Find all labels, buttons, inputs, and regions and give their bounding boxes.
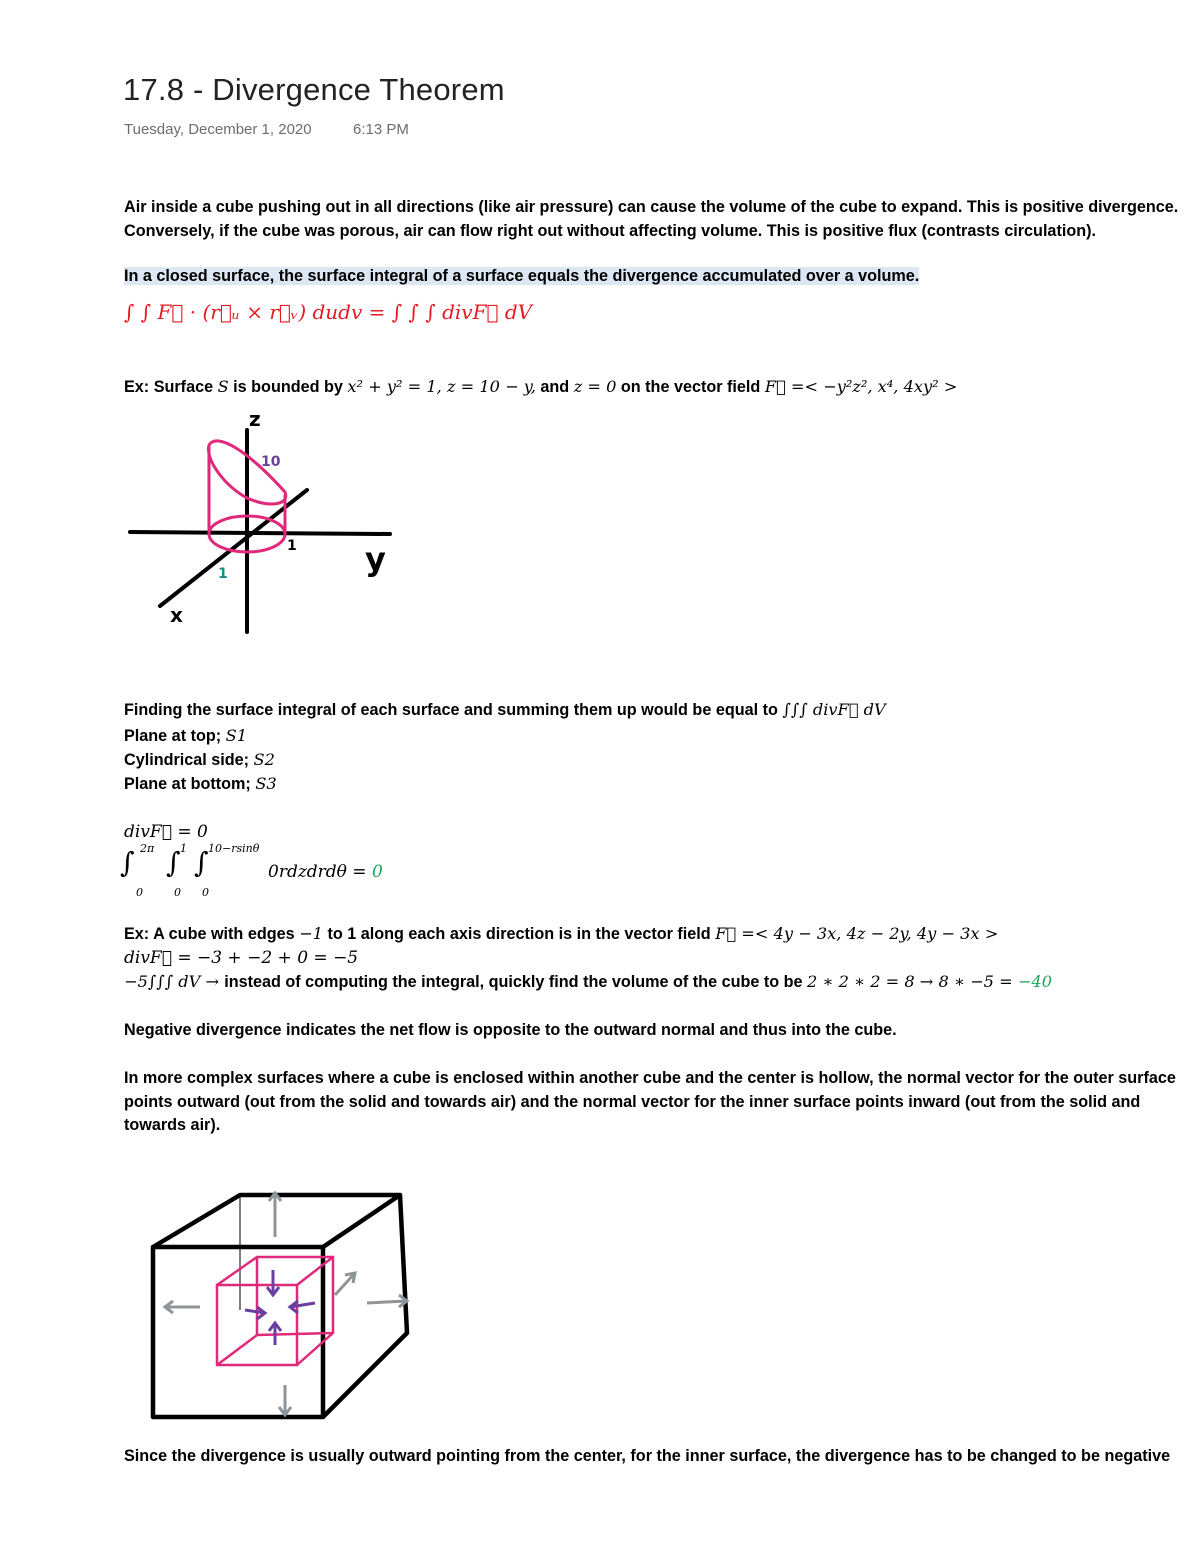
x-axis-label: x (170, 603, 183, 627)
page-title: 17.8 - Divergence Theorem (123, 72, 505, 107)
triple-integral (120, 842, 540, 902)
integral-sign-3: ∫ (194, 846, 209, 879)
theorem-left-side: ∫ ∫ F⃗ · (r⃗ᵤ × r⃗ᵥ) dudv = (124, 300, 392, 324)
example-1-statement (124, 377, 957, 397)
outward-arrows (165, 1193, 407, 1415)
finding-statement (124, 700, 886, 720)
surface-s2 (124, 750, 275, 770)
arrow-right-icon (367, 1295, 407, 1307)
lower-limit-z: 0 (202, 886, 209, 899)
y-axis-label: y (365, 540, 386, 578)
ex1-and: and (535, 378, 574, 396)
integrand-text: 0rdzdrdθ = (268, 862, 372, 882)
ex2-integral: −5∫∫∫ dV → (124, 972, 225, 991)
s3-label: Plane at bottom; (124, 775, 256, 793)
ex1-bottom-plane: z = 0 (573, 377, 617, 396)
div-f-zero: divF⃗ = 0 (124, 822, 208, 842)
y-tick-one: 1 (287, 538, 297, 554)
axes (130, 430, 390, 632)
surface-s3 (124, 774, 277, 794)
arrow-left-icon (165, 1301, 200, 1313)
divergence-theorem-formula (124, 300, 532, 324)
surface-s1 (124, 726, 247, 746)
upper-limit-z: 10−rsinθ (208, 842, 260, 855)
ex2-text3: instead of computing the integral, quickly find the volume of the cube to be (224, 973, 808, 991)
ex1-prefix: Ex: Surface (124, 378, 218, 396)
upper-limit-r: 1 (180, 842, 187, 855)
z-axis-label: z (249, 407, 261, 431)
highlighted-text: In a closed surface, the surface integral of a surface equals the divergence accumulated over a volume. (124, 267, 920, 285)
finding-integral: ∫∫∫ divF⃗ dV (782, 700, 886, 719)
negative-divergence-text: Negative divergence indicates the net flow is opposite to the outward normal and thus into the cube. (124, 1021, 897, 1039)
nested-cubes-sketch (145, 1185, 435, 1425)
s3-symbol: S3 (255, 774, 277, 793)
ex2-calc: 2 ∗ 2 ∗ 2 = 8 → 8 ∗ −5 = (807, 972, 1018, 991)
ex2-result: −40 (1017, 972, 1052, 991)
inward-arrow-right-icon (245, 1307, 265, 1319)
s2-label: Cylindrical side; (124, 751, 254, 769)
s2-symbol: S2 (253, 750, 275, 769)
upper-limit-theta: 2π (140, 842, 155, 855)
note-time: 6:13 PM (353, 121, 409, 138)
intro-line-2: Conversely, if the cube was porous, air can flow right out without affecting volume. This is positive flux (contrasts circulation). (124, 222, 1096, 240)
finding-text: Finding the surface integral of each surface and summing them up would be equal to (124, 701, 783, 719)
integral-result: 0 (371, 862, 383, 882)
inner-cube (217, 1257, 333, 1365)
integrand (268, 862, 383, 882)
arrow-up-icon (269, 1193, 281, 1237)
ex1-vf-text: on the vector field (616, 378, 765, 396)
integral-sign-1: ∫ (120, 846, 135, 879)
ex2-vector-field: F⃗ =< 4y − 3x, 4z − 2y, 4y − 3x > (715, 924, 999, 943)
final-statement: Since the divergence is usually outward pointing from the center, for the inner surface, the divergence has to be changed to be negative (124, 1447, 1171, 1465)
s1-symbol: S1 (225, 726, 248, 745)
highlighted-statement (124, 267, 919, 286)
ex1-mid: is bounded by (228, 378, 348, 396)
arrow-diagonal-icon (335, 1273, 355, 1295)
complex-surfaces-text: In more complex surfaces where a cube is enclosed within another cube and the center is hollow, the normal vector for the outer surface points outward (out from the solid and towards air) and the normal vector for the inner surface points inward (out from the solid and towards air). (124, 1069, 1176, 1134)
height-ten-label: 10 (261, 454, 281, 470)
ex1-vector-field: F⃗ =< −y²z², x⁴, 4xy² > (764, 377, 958, 396)
inward-arrow-down-icon (267, 1270, 279, 1295)
ex2-text2: to 1 along each axis direction is in the vector field (322, 925, 716, 943)
ex2-text: Ex: A cube with edges (124, 925, 300, 943)
note-date: Tuesday, December 1, 2020 (124, 121, 312, 138)
lower-limit-r: 0 (174, 886, 181, 899)
y-axis (130, 532, 390, 534)
intro-line-1: Air inside a cube pushing out in all directions (like air pressure) can cause the volume of the cube to expand. This is positive divergence. (124, 198, 1179, 216)
ex2-volume-calc (124, 972, 1052, 992)
theorem-right-side: ∫ ∫ ∫ divF⃗ dV (391, 300, 533, 324)
cylinder-axes-sketch (125, 407, 415, 640)
ex1-surface-symbol: S (217, 377, 229, 396)
s1-label: Plane at top; (124, 727, 226, 745)
arrow-down-icon (279, 1385, 291, 1415)
integral-sign-2: ∫ (166, 846, 181, 879)
ex1-bounds: x² + y² = 1, z = 10 − y, (347, 377, 536, 396)
ex2-range: −1 (299, 924, 323, 943)
x-tick-one: 1 (218, 566, 228, 582)
example-2-statement (124, 924, 998, 944)
inward-arrow-left-icon (290, 1301, 315, 1313)
ex2-divergence: divF⃗ = −3 + −2 + 0 = −5 (124, 948, 359, 968)
lower-limit-theta: 0 (136, 886, 143, 899)
